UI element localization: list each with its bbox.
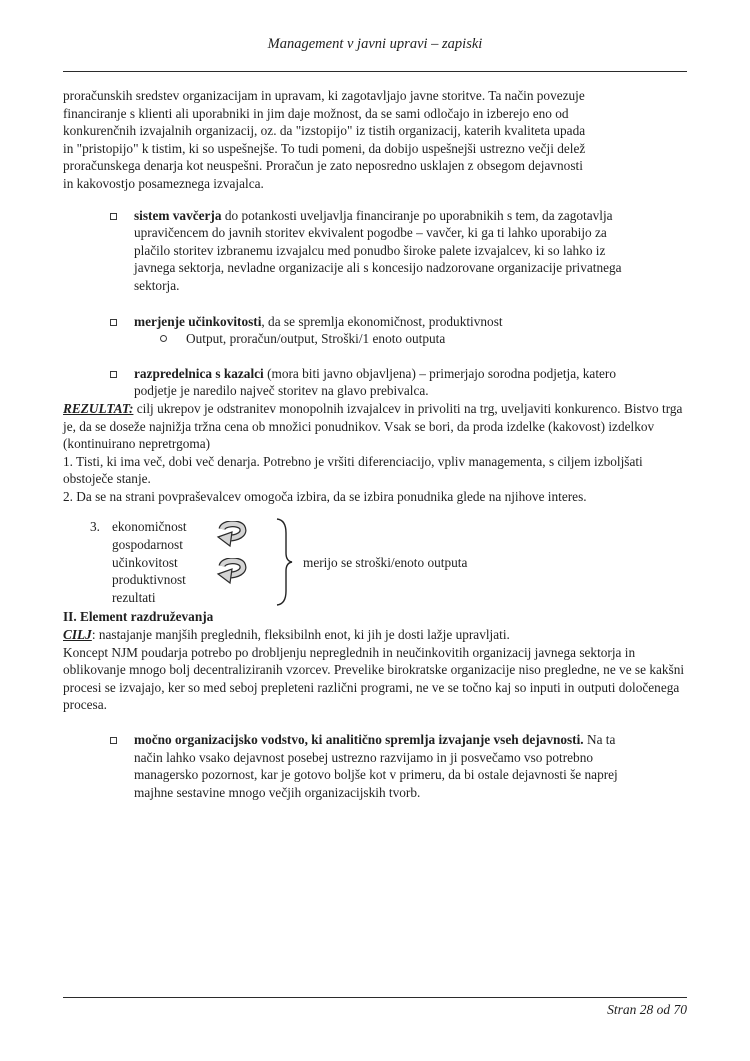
bullet-item-leadership (110, 731, 637, 801)
bullet-rest: , da se spremlja ekonomičnost, produktivnost (261, 313, 503, 329)
right-brace-icon (272, 517, 296, 607)
diagram-term: rezultati (112, 589, 156, 605)
diagram-term: produktivnost (112, 572, 186, 588)
rezultat-text: cilj ukrepov je odstranitev monopolnih izvajalcev in privoliti na trg, uveljaviti konkurenco. Bistvo trga je, da se doseže najnižja tržna cena ob množici ponudnikov. Vsak se bori, da proda izdelke (kakovost) izdelkov (kontinuirano nepretrgoma) (63, 400, 683, 452)
square-bullet-icon (110, 371, 117, 378)
bullet-text (134, 207, 637, 295)
bullet-rest: Na ta način lahko vsako dejavnost posebej ustrezno razvijamo in ji posvečamo vso potrebno managersko pozornost, kar je gotovo boljše kot v primeru, da bi ostale dejavnosti še naprej majhne sestavine mnogo večjih organizacijskih tvorb. (134, 732, 618, 800)
document-body (63, 87, 687, 801)
bullet-rest: do potankosti uveljavlja financiranje po uporabnikih s tem, da zagotavlja upravičencem do javnih storitev ekvivalent pogodbe – vavčer, ki ga ti lahko uporabijo za plačilo storitev izbranemu izvajalcu med ponudbo široke palete izvajalcev, ki so lahko iz javnega sektorja, nevladne organizacije ali s koncesijo nadzorovane organizacije privatnega sektorja. (134, 207, 622, 293)
loop-arrow-icon (215, 521, 247, 548)
bullet-text (134, 365, 637, 400)
diagram-term: gospodarnost (112, 537, 183, 553)
cilj-paragraph (63, 626, 687, 644)
page-title: Management v javni upravi – zapiski (267, 36, 483, 52)
bullet-text (134, 313, 503, 331)
diagram-term-list (112, 518, 187, 606)
page-number: Stran 28 od 70 (607, 1002, 687, 1017)
criteria-diagram (63, 518, 687, 608)
rezultat-paragraph (63, 400, 687, 453)
numbered-item-2: 2. Da se na strani povpraševalcev omogoča izbira, da se izbira ponudnika glede na njihove interes. (63, 488, 587, 504)
bullet-item-voucher (110, 207, 637, 295)
loop-arrow-icon (215, 558, 247, 585)
diagram-term: učinkovitost (112, 554, 178, 570)
bullet-text (134, 731, 637, 801)
header-divider (63, 71, 687, 72)
diagram-term: ekonomičnost (112, 519, 187, 535)
cilj-text: : nastajanje manjših preglednih, fleksibilnh enot, ki jih je dosti lažje upravljati. (91, 627, 510, 643)
koncept-paragraph: Koncept NJM poudarja potrebo po drobljenju nepreglednih in neučinkovitih organizacij javnega sektorja in oblikovanje mnogo bolj decentraliziranih vzorcev. Prevelike birokratske organizacije niso pregledne, ne ve se kakšni procesi se izvajajo, ker so med seboj prepleteni različni programi, ne ve se točno kaj so inputi in outputi določenega procesa. (63, 644, 685, 713)
intro-paragraph: proračunskih sredstev organizacijam in upravam, ki zagotavljajo javne storitve. Ta način povezuje financiranje s klienti ali uporabniki in jim daje možnost, da se sami odločajo in izberejo eno od konkurenčnih izvajalnih organizacij, oz. da "izstopijo" iz tistih organizacij, katerih kvaliteta upada in "pristopijo" k tistim, ki so uspešnejše. To tudi pomeni, da dobijo uspešnejši ustrezno večji delež proračunskega denarja kot neuspešni. Proračun je zato neposredno usklajen z obsegom dejavnosti in kakovostjo posameznega izvajalca. (63, 88, 586, 191)
bullet-rest: (mora biti javno objavljena) – primerjajo sorodna podjetja, katero podjetje je naredilo največ storitev na glavo prebivalca. (134, 365, 617, 399)
diagram-number: 3. (90, 519, 100, 535)
bullet-lead: razpredelnica s kazalci (134, 365, 264, 381)
square-bullet-icon (110, 319, 117, 326)
square-bullet-icon (110, 737, 117, 744)
section-heading: II. Element razdruževanja (63, 609, 214, 625)
rezultat-label: REZULTAT: (63, 400, 134, 416)
bullet-item-efficiency (110, 313, 637, 331)
footer-divider (63, 997, 687, 998)
square-bullet-icon (110, 213, 117, 220)
diagram-label: merijo se stroški/enoto outputa (303, 555, 468, 571)
sub-bullet-text: Output, proračun/output, Stroški/1 enoto outputa (186, 331, 446, 347)
numbered-item-1: 1. Tisti, ki ima več, dobi več denarja. Potrebno je vršiti diferenciacijo, vpliv managementa, s ciljem izboljšati obstoječe stanje. (63, 453, 643, 487)
sub-bullet-item (160, 330, 640, 348)
bullet-lead: močno organizacijsko vodstvo, ki analitično spremlja izvajanje vseh dejavnosti. (134, 732, 584, 748)
bullet-lead: merjenje učinkovitosti (134, 313, 262, 329)
bullet-lead: sistem vavčerja (134, 207, 222, 223)
cilj-label: CILJ (63, 627, 92, 643)
circle-bullet-icon (160, 335, 167, 342)
bullet-item-scoreboard (110, 365, 637, 400)
